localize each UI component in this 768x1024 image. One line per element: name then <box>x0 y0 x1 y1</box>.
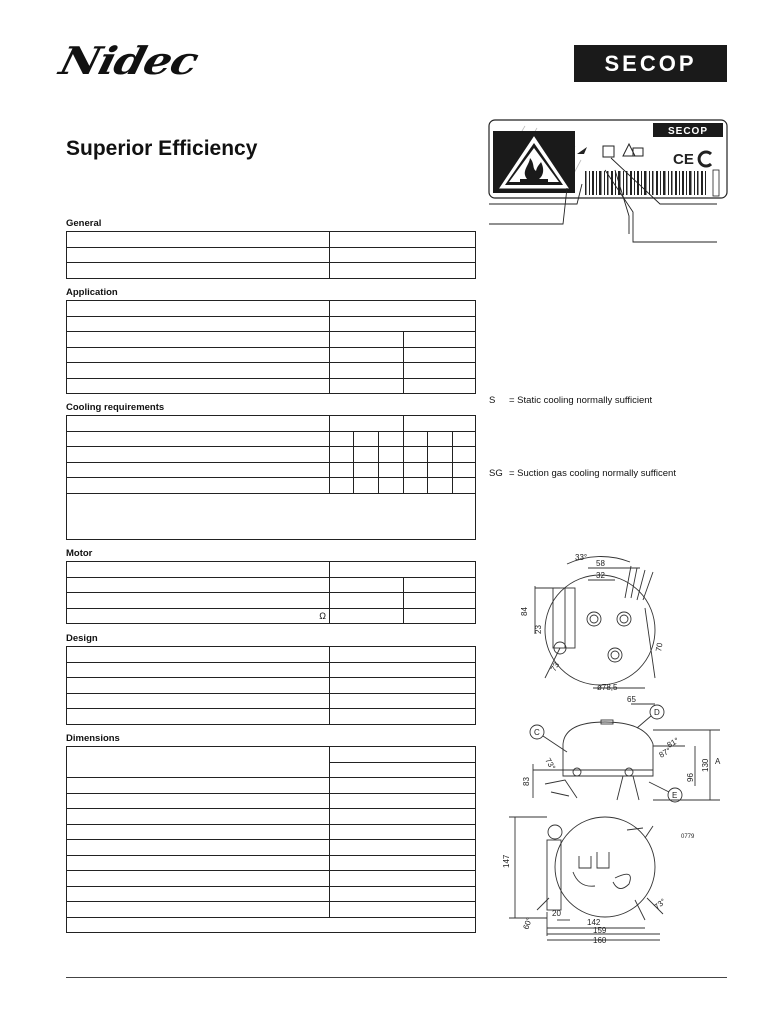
dim-84: 84 <box>520 607 529 616</box>
legend-sg-text: = Suction gas cooling normally sufficent <box>509 468 676 479</box>
table-row <box>67 647 476 663</box>
section-cooling-heading: Cooling requirements <box>66 402 165 413</box>
table-row <box>67 886 476 902</box>
design-table <box>66 646 476 725</box>
dim-dia-78-5: ø78,5 <box>597 683 618 692</box>
dim-58: 58 <box>596 559 605 568</box>
table-row <box>67 232 476 248</box>
label-plate-drawing <box>485 116 730 256</box>
dim-83: 83 <box>522 777 531 786</box>
dim-label-d: D <box>654 708 660 717</box>
dim-130: 130 <box>701 758 710 772</box>
dim-160: 160 <box>593 936 607 945</box>
table-row <box>67 416 476 432</box>
table-row <box>67 478 476 494</box>
table-row <box>67 247 476 263</box>
table-row <box>67 301 476 317</box>
table-row <box>67 363 476 379</box>
table-row <box>67 662 476 678</box>
section-motor-heading: Motor <box>66 548 93 559</box>
cooling-table <box>66 415 476 540</box>
motor-table <box>66 561 476 624</box>
table-row <box>67 824 476 840</box>
dim-96: 96 <box>686 773 695 782</box>
legend-sg-key: SG <box>489 468 503 479</box>
table-row <box>67 263 476 279</box>
dim-147: 147 <box>502 854 511 868</box>
section-dimensions-heading: Dimensions <box>66 733 120 744</box>
table-row <box>67 678 476 694</box>
secop-logo: SECOP <box>574 45 727 82</box>
section-design-heading: Design <box>66 633 98 644</box>
dim-23: 23 <box>534 625 543 634</box>
flammable-warning-icon <box>493 131 575 193</box>
table-row <box>67 778 476 794</box>
compressor-top-view <box>505 548 705 708</box>
table-row <box>67 378 476 394</box>
resistance-unit: Ω <box>67 608 330 624</box>
table-row <box>67 562 476 578</box>
dim-65: 65 <box>627 695 636 704</box>
table-row <box>67 316 476 332</box>
table-row <box>67 577 476 593</box>
nidec-logo: Nidec <box>55 38 203 83</box>
table-row <box>67 493 476 539</box>
legend-s-key: S <box>489 395 496 406</box>
dimensions-table <box>66 746 476 933</box>
dim-70: 70 <box>654 642 665 653</box>
dim-label-a: A <box>715 757 721 766</box>
legend-s <box>489 395 652 406</box>
dim-33deg: 33° <box>575 553 588 562</box>
dim-73deg: 73° <box>543 756 558 772</box>
table-row <box>67 347 476 363</box>
table-row <box>67 462 476 478</box>
dim-60deg: 60° <box>521 916 535 931</box>
table-row <box>67 608 476 624</box>
compressor-bottom-view <box>495 812 705 947</box>
dim-32: 32 <box>596 571 605 580</box>
table-row <box>67 447 476 463</box>
table-row <box>67 793 476 809</box>
dim-87deg: 87° <box>657 745 673 760</box>
table-row <box>67 840 476 856</box>
application-table <box>66 300 476 394</box>
table-row <box>67 747 476 763</box>
dim-81deg: 81° <box>665 735 681 750</box>
table-row <box>67 902 476 918</box>
compressor-side-view <box>505 700 730 812</box>
table-row <box>67 593 476 609</box>
section-general-heading: General <box>66 218 102 229</box>
dim-73deg-bottom: 73° <box>652 896 668 912</box>
legend-sg <box>489 468 676 479</box>
table-row <box>67 332 476 348</box>
dim-142: 142 <box>587 918 601 927</box>
dim-label-e: E <box>672 791 678 800</box>
table-row <box>67 693 476 709</box>
footer-rule <box>66 977 727 978</box>
dim-159: 159 <box>593 926 607 935</box>
table-row <box>67 709 476 725</box>
plate-brand-text: SECOP <box>667 126 709 137</box>
table-row <box>67 431 476 447</box>
dim-20: 20 <box>552 909 561 918</box>
table-row <box>67 871 476 887</box>
table-row <box>67 917 476 933</box>
table-row <box>67 855 476 871</box>
section-application-heading: Application <box>66 287 118 298</box>
ce-mark: CE <box>673 151 694 168</box>
drawing-ref-number: 0779 <box>681 834 695 840</box>
dim-label-c: C <box>534 728 540 737</box>
general-table <box>66 231 476 279</box>
dim-73: 73 <box>548 660 562 673</box>
page-title: Superior Efficiency <box>66 137 258 160</box>
legend-s-text: = Static cooling normally sufficient <box>509 395 653 406</box>
table-row <box>67 809 476 825</box>
